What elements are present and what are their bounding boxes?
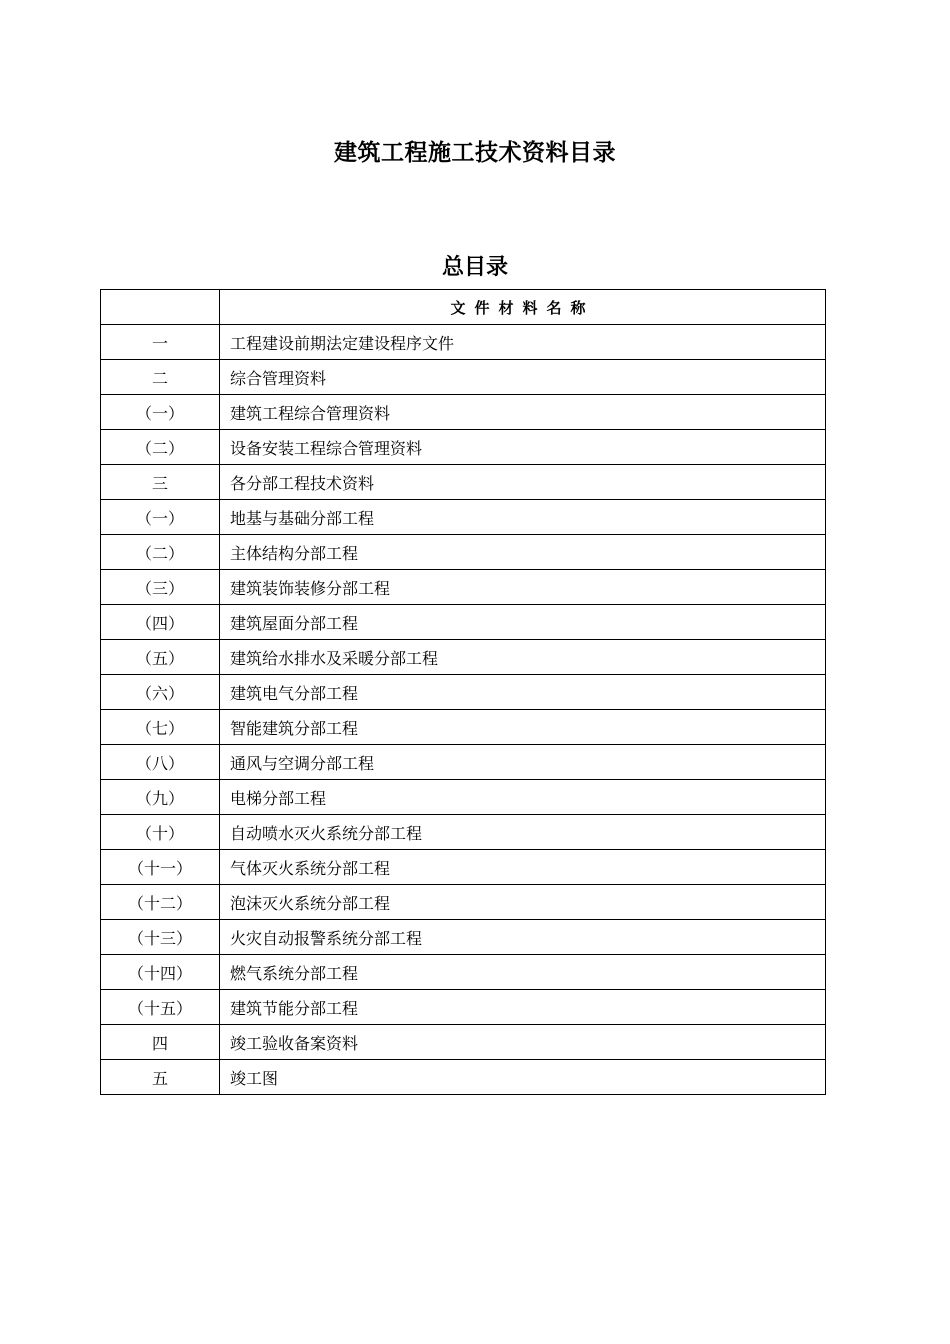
- table-row: [101, 535, 826, 570]
- document-title: 建筑工程施工技术资料目录: [334, 139, 616, 166]
- row-name: 建筑给水排水及采暖分部工程: [220, 640, 826, 675]
- row-name: 主体结构分部工程: [220, 535, 826, 570]
- section-title: 总目录: [441, 254, 508, 280]
- row-number: （十五）: [101, 990, 220, 1025]
- row-name: 泡沫灭火系统分部工程: [220, 885, 826, 920]
- table-row: [101, 675, 826, 710]
- row-number: （九）: [101, 780, 220, 815]
- header-name-cell: 文件材料名称: [220, 290, 826, 325]
- row-number: （三）: [101, 570, 220, 605]
- row-name: 建筑屋面分部工程: [220, 605, 826, 640]
- row-name: 自动喷水灭火系统分部工程: [220, 815, 826, 850]
- row-number: （八）: [101, 745, 220, 780]
- row-name: 竣工验收备案资料: [220, 1025, 826, 1060]
- row-name: 建筑工程综合管理资料: [220, 395, 826, 430]
- table-row: [101, 465, 826, 500]
- table-row: [101, 920, 826, 955]
- table-row: [101, 885, 826, 920]
- row-name: 各分部工程技术资料: [220, 465, 826, 500]
- row-name: 建筑节能分部工程: [220, 990, 826, 1025]
- table-row: [101, 395, 826, 430]
- row-number: 四: [101, 1025, 220, 1060]
- row-name: 竣工图: [220, 1060, 826, 1095]
- row-number: （六）: [101, 675, 220, 710]
- row-number: （五）: [101, 640, 220, 675]
- row-number: （十四）: [101, 955, 220, 990]
- row-number: 一: [101, 325, 220, 360]
- row-number: （十三）: [101, 920, 220, 955]
- row-name: 工程建设前期法定建设程序文件: [220, 325, 826, 360]
- row-name: 通风与空调分部工程: [220, 745, 826, 780]
- table-row: [101, 745, 826, 780]
- table-row: [101, 570, 826, 605]
- row-name: 火灾自动报警系统分部工程: [220, 920, 826, 955]
- row-number: （四）: [101, 605, 220, 640]
- table-row: [101, 1025, 826, 1060]
- table-row: [101, 815, 826, 850]
- table-row: [101, 990, 826, 1025]
- row-number: 二: [101, 360, 220, 395]
- row-name: 建筑电气分部工程: [220, 675, 826, 710]
- row-number: （二）: [101, 535, 220, 570]
- table-header-row: [101, 290, 826, 325]
- header-number-cell: [101, 290, 220, 325]
- row-name: 综合管理资料: [220, 360, 826, 395]
- row-number: 三: [101, 465, 220, 500]
- table-row: [101, 640, 826, 675]
- row-number: （十）: [101, 815, 220, 850]
- row-name: 地基与基础分部工程: [220, 500, 826, 535]
- row-number: 五: [101, 1060, 220, 1095]
- table-row: [101, 1060, 826, 1095]
- row-name: 气体灭火系统分部工程: [220, 850, 826, 885]
- row-name: 设备安装工程综合管理资料: [220, 430, 826, 465]
- table-row: [101, 430, 826, 465]
- table-row: [101, 850, 826, 885]
- table-row: [101, 955, 826, 990]
- row-name: 建筑装饰装修分部工程: [220, 570, 826, 605]
- table-row: [101, 780, 826, 815]
- table-row: [101, 605, 826, 640]
- row-name: 智能建筑分部工程: [220, 710, 826, 745]
- toc-table: [100, 289, 826, 1095]
- table-row: [101, 360, 826, 395]
- row-name: 电梯分部工程: [220, 780, 826, 815]
- row-number: （一）: [101, 395, 220, 430]
- table-row: [101, 500, 826, 535]
- row-number: （十二）: [101, 885, 220, 920]
- row-number: （二）: [101, 430, 220, 465]
- table-row: [101, 325, 826, 360]
- row-number: （十一）: [101, 850, 220, 885]
- table-row: [101, 710, 826, 745]
- row-number: （一）: [101, 500, 220, 535]
- row-name: 燃气系统分部工程: [220, 955, 826, 990]
- toc-body: [101, 325, 826, 1095]
- row-number: （七）: [101, 710, 220, 745]
